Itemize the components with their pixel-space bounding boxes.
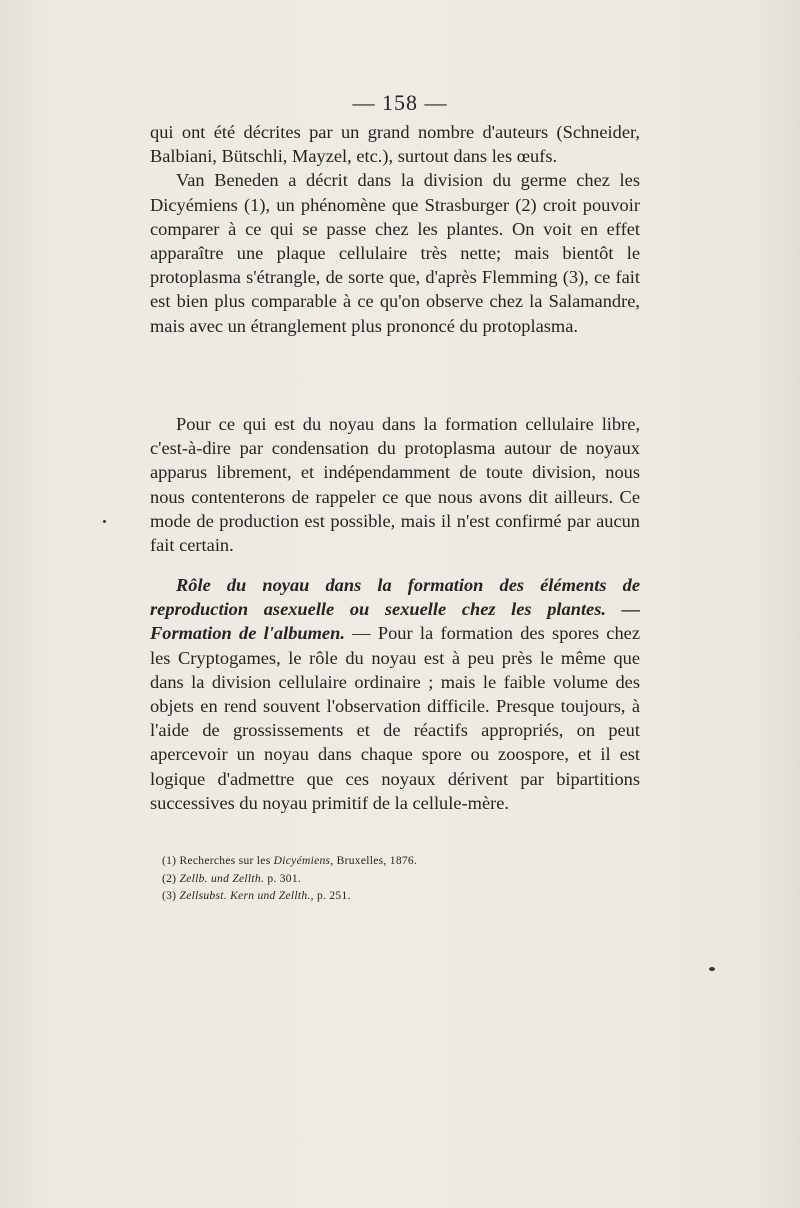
footnote-text-end: , p. 251. [310,890,351,902]
footnote-2 [162,871,632,889]
paragraph-formation-libre: Pour ce qui est du noyau dans la formation cellulaire libre, c'est-à-dire par condensation du protoplasma autour de noyaux apparus librement, et indépendamment de toute division, nous nous contenterons de rappeler ce que nous avons dit ailleurs. Ce mode de production est possible, mais il n'est confirmé par aucun fait certain. [150,414,640,556]
ink-speck [103,520,106,523]
section-heading: Rôle du noyau dans la formation des éléments de reproduction asexuelle ou sexuelle chez les plantes. — Formation de l'albumen. [150,575,640,644]
paragraph-continuation [150,120,640,338]
section-body: — Pour la formation des spores chez les Cryptogames, le rôle du noyau est à peu près le même que dans la division cellulaire ordinaire ; mais le faible volume des objets en rend souvent l'observation difficile. Presque toujours, à l'aide de grossissements et de réactifs appropriés, on peut apercevoir un noyau dans chaque spore ou zoospore, et il est logique d'admettre que ces noyaux dérivent par bipartitions successives du noyau primitif de la cellule-mère. [150,623,640,813]
section-role-du-noyau [150,573,640,815]
ink-speck [709,967,715,971]
footnote-text-end: p. 301. [264,872,302,885]
paragraph-text: qui ont été décrites par un grand nombre d'auteurs (Schneider, Balbiani, Bütschli, Mayzel, etc.), surtout dans les œufs. [150,122,640,167]
footnote-italic: Zellb. und Zellth. [179,872,265,885]
paragraph-van-beneden: Van Beneden a décrit dans la division du germe chez les Dicyémiens (1), un phénomène que Strasburger (2) croit pouvoir comparer à ce qui se passe chez les plantes. On voit en effet apparaître une plaque cellulaire très nette; mais bientôt le protoplasma s'étrangle, de sorte que, d'après Flemming (3), ce fait est bien plus comparable à ce qu'on observe chez la Salamandre, mais avec un étranglement plus prononcé du protoplasma. [150,170,640,336]
footnote-marker: (1) [162,855,177,867]
footnote-marker: (3) [162,890,177,902]
footnote-3 [162,888,632,906]
footnotes [162,853,632,906]
paragraph-formation-libre-block [150,412,640,557]
footnote-italic: Zellsubst. Kern und Zellth. [179,890,311,902]
footnote-text-end: , Bruxelles, 1876. [330,855,418,867]
footnote-italic: Dicyémiens [273,855,331,867]
page-number: — 158 — [352,90,448,115]
footnote-text: Recherches sur les [179,855,274,867]
footnote-marker: (2) [162,872,177,885]
paragraph-role-du-noyau [150,573,640,815]
footnote-1 [162,853,632,871]
